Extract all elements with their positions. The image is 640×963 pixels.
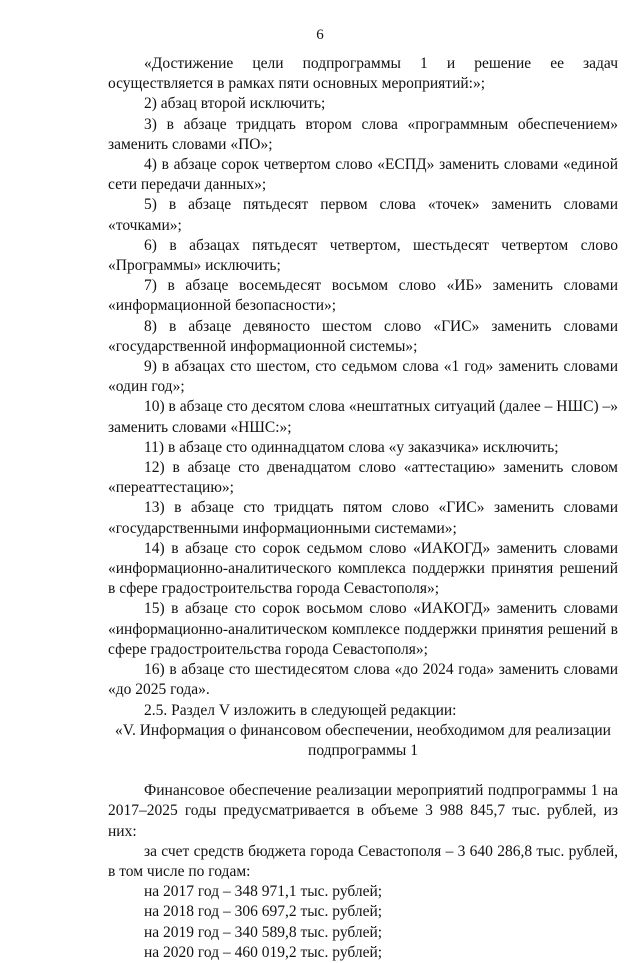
paragraph-14: 14) в абзаце сто сорок седьмом слово «ИАКОГД» заменить словами «информационно-аналитического комплекса поддержки принятия решений в сфере градостроительства города Севастополя»; [108, 539, 618, 598]
paragraph-15: 15) в абзаце сто сорок восьмом слово «ИАКОГД» заменить словами «информационно-аналитическом комплексе поддержки принятия решений в сфере градостроительства города Севастополя»; [108, 600, 618, 658]
section-heading: «V. Информация о финансовом обеспечении, необходимом для реализации подпрограммы 1 [115, 721, 611, 759]
finance-paragraph-2: за счет средств бюджета города Севастополя – 3 640 286,8 тыс. рублей, в том числе по годам: [108, 842, 618, 880]
paragraph-12: 12) в абзаце сто двенадцатом слово «аттестацию» заменить словом «переаттестацию»; [108, 459, 618, 497]
paragraph-16: 16) в абзаце сто шестидесятом слова «до 2024 года» заменить словами «до 2025 года». [108, 661, 618, 699]
document-body [108, 54, 618, 963]
paragraph-section-intro: 2.5. Раздел V изложить в следующей редакции: [144, 701, 457, 719]
paragraph-5: 5) в абзаце пятьдесят первом слова «точек» заменить словами «точками»; [108, 196, 618, 234]
paragraph-3: 3) в абзаце тридцать втором слова «программным обеспечением» заменить словами «ПО»; [108, 115, 618, 153]
year-line-2018: на 2018 год – 306 697,2 тыс. рублей; [144, 903, 383, 921]
spacer [108, 761, 618, 781]
year-line-2017: на 2017 год – 348 971,1 тыс. рублей; [144, 883, 383, 901]
paragraph-4: 4) в абзаце сорок четвертом слово «ЕСПД» заменить словами «единой сети передачи данных»; [108, 156, 618, 194]
year-line-2020: на 2020 год – 460 019,2 тыс. рублей; [144, 943, 383, 961]
paragraph-9: 9) в абзацах сто шестом, сто седьмом слова «1 год» заменить словами «один год»; [108, 358, 618, 396]
paragraph-8: 8) в абзаце девяносто шестом слово «ГИС» заменить словами «государственной информационной системы»; [108, 317, 618, 355]
year-line-2019: на 2019 год – 340 589,8 тыс. рублей; [144, 923, 383, 941]
paragraph-7: 7) в абзаце восемьдесят восьмом слово «ИБ» заменить словами «информационной безопасности»; [108, 277, 618, 315]
paragraph-2: 2) абзац второй исключить; [144, 95, 326, 113]
paragraph-13: 13) в абзаце сто тридцать пятом слово «ГИС» заменить словами «государственными информационными системами»; [108, 499, 618, 537]
paragraph-1: «Достижение цели подпрограммы 1 и решение ее задач осуществляется в рамках пяти основных мероприятий:»; [108, 55, 618, 93]
finance-paragraph-1: Финансовое обеспечение реализации мероприятий подпрограммы 1 на 2017–2025 годы предусматривается в объеме 3 988 845,7 тыс. рублей, из них: [108, 782, 618, 840]
paragraph-11: 11) в абзаце сто одиннадцатом слова «у заказчика» исключить; [144, 438, 559, 456]
paragraph-10: 10) в абзаце сто десятом слова «нештатных ситуаций (далее – НШС) –» заменить словами «НШС:»; [108, 398, 618, 436]
paragraph-6: 6) в абзацах пятьдесят четвертом, шестьдесят четвертом слово «Программы» исключить; [108, 236, 618, 275]
page-number: 6 [316, 27, 324, 43]
